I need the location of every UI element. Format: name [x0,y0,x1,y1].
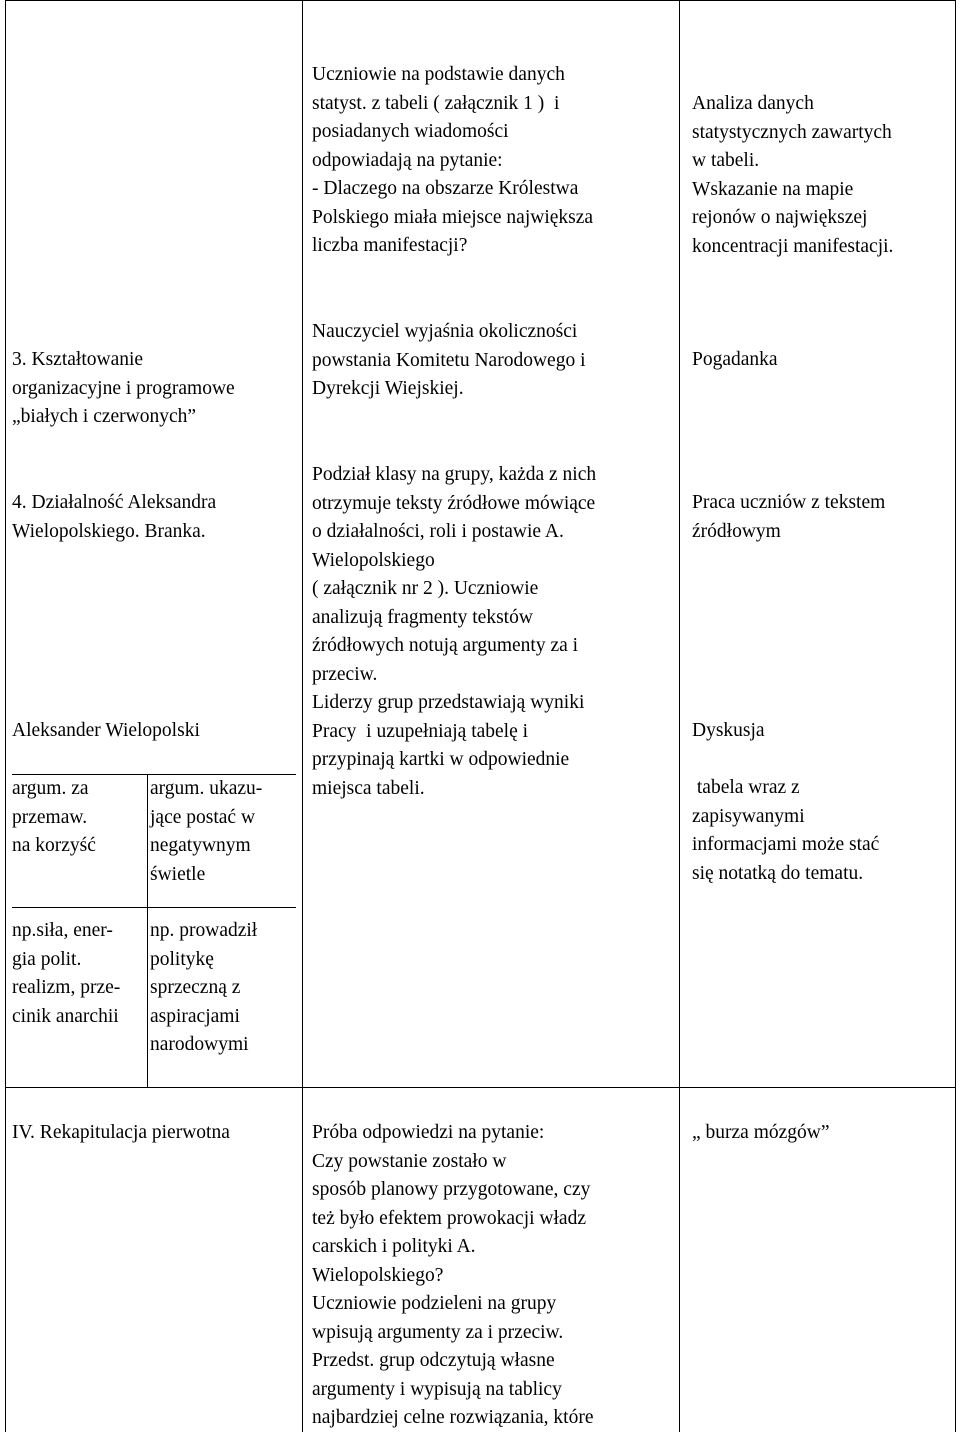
text-line: analizują fragmenty tekstów [312,606,533,628]
text-line: Wskazanie na mapie [692,178,854,200]
argument-table-for-examples [12,917,120,1031]
text-line: Uczniowie na podstawie danych [312,64,565,85]
text-line: Pracy i uzupełniają tabelę i [312,720,529,742]
row3-method-description [312,461,596,803]
row4-form [692,1119,830,1148]
text-line: wpisują argumenty za i przeciw. [312,1321,564,1343]
text-line: odpowiadają na pytanie: [312,149,503,171]
text-line: Liderzy grup przedstawiają wyniki [312,692,585,713]
text-line: argumenty i wypisują na tablicy [312,1378,562,1400]
table-border-left [5,0,6,1432]
text-line: najbardziej celne rozwiązania, które [312,1407,594,1428]
argument-table-against-examples [150,917,257,1060]
text-line: aspiracjami [150,1005,240,1027]
text-line: przeciw. [312,663,378,685]
row4-topic [12,1119,230,1148]
text-line: np.siła, ener- [12,920,113,941]
row1-form-description [692,90,893,261]
text-line: koncentracji manifestacji. [692,235,894,257]
row3-form-b [692,717,765,746]
row3-form-c [692,774,879,888]
column-divider-1 [302,0,303,1432]
text-line: Wielopolskiego. Branka. [12,520,206,542]
text-line: narodowymi [150,1034,249,1055]
row-divider [5,1087,956,1088]
argument-table-for-header [12,775,96,861]
text-line: sprzeczną z [150,977,241,998]
text-line: 3. Kształtowanie [12,349,144,370]
text-line: negatywnym [150,835,251,856]
text-line: zapisywanymi [692,805,805,827]
text-line: Polskiego miała miejsce największa [312,206,594,228]
text-line: miejsca tabeli. [312,777,425,799]
table-border-right [955,0,956,1432]
text-line: realizm, prze- [12,977,121,998]
row2-topic [12,346,235,432]
text-line: IV. Rekapitulacja pierwotna [12,1122,230,1143]
row1-method-description [312,61,593,261]
text-line: argum. ukazu- [150,778,263,799]
text-line: Przedst. grup odczytują własne [312,1350,555,1371]
text-line: Dyskusja [692,720,765,741]
text-line: Próba odpowiedzi na pytanie: [312,1122,545,1143]
text-line: Wielopolskiego? [312,1264,444,1286]
text-line: przemaw. [12,806,88,828]
text-line: źródłowym [692,520,781,542]
text-line: posiadanych wiadomości [312,121,509,142]
text-line: statystycznych zawartych [692,121,892,143]
argument-table-against-header [150,775,262,889]
text-line: organizacyjne i programowe [12,377,235,399]
column-divider-2 [679,0,680,1432]
text-line: carskich i polityki A. [312,1236,476,1257]
row4-method-description [312,1119,594,1433]
text-line: cinik anarchii [12,1005,119,1027]
text-line: Analiza danych [692,93,814,114]
text-line: liczba manifestacji? [312,235,468,256]
row2-method-description [312,318,586,404]
text-line: powstania Komitetu Narodowego i [312,349,586,371]
text-line: argum. za [12,778,89,799]
text-line: Dyrekcji Wiejskiej. [312,378,464,399]
text-line: świetle [150,863,206,885]
text-line: też było efektem prowokacji władz [312,1207,586,1229]
row3-form-a [692,489,885,546]
table-border-top [5,0,956,1]
text-line: źródłowych notują argumenty za i [312,635,579,656]
text-line: Podział klasy na grupy, każda z nich [312,464,597,485]
text-line: sposób planowy przygotowane, czy [312,1179,591,1200]
argument-table-title: Aleksander Wielopolski [12,720,200,741]
text-line: statyst. z tabeli ( załącznik 1 ) i [312,92,560,114]
text-line: „białych i czerwonych” [12,406,197,427]
text-line: ( załącznik nr 2 ). Uczniowie [312,578,539,599]
argument-table-mid-rule [12,907,296,908]
text-line: Czy powstanie zostało w [312,1150,507,1172]
text-line: otrzymuje teksty źródłowe mówiące [312,492,596,514]
text-line: np. prowadził [150,920,258,941]
row3-topic [12,489,216,546]
text-line: „ burza mózgów” [692,1122,830,1143]
text-line: Wielopolskiego [312,549,435,571]
text-line: 4. Działalność Aleksandra [12,492,217,513]
text-line: przypinają kartki w odpowiednie [312,749,570,770]
text-line: gia polit. [12,948,82,970]
text-line: jące postać w [150,806,256,828]
text-line: o działalności, roli i postawie A. [312,521,564,542]
text-line: Pogadanka [692,349,778,370]
text-line: politykę [150,948,214,970]
text-line: się notatką do tematu. [692,862,864,884]
text-line: w tabeli. [692,150,760,171]
text-line: rejonów o największej [692,207,868,228]
text-line: informacjami może stać [692,834,880,855]
text-line: - Dlaczego na obszarze Królestwa [312,178,579,199]
argument-table-vertical-rule [147,774,148,1087]
text-line: Praca uczniów z tekstem [692,492,886,513]
text-line: Uczniowie podzieleni na grupy [312,1293,557,1314]
text-line: Nauczyciel wyjaśnia okoliczności [312,321,578,342]
row2-form [692,346,778,375]
text-line: tabela wraz z [692,777,800,798]
text-line: na korzyść [12,835,96,856]
